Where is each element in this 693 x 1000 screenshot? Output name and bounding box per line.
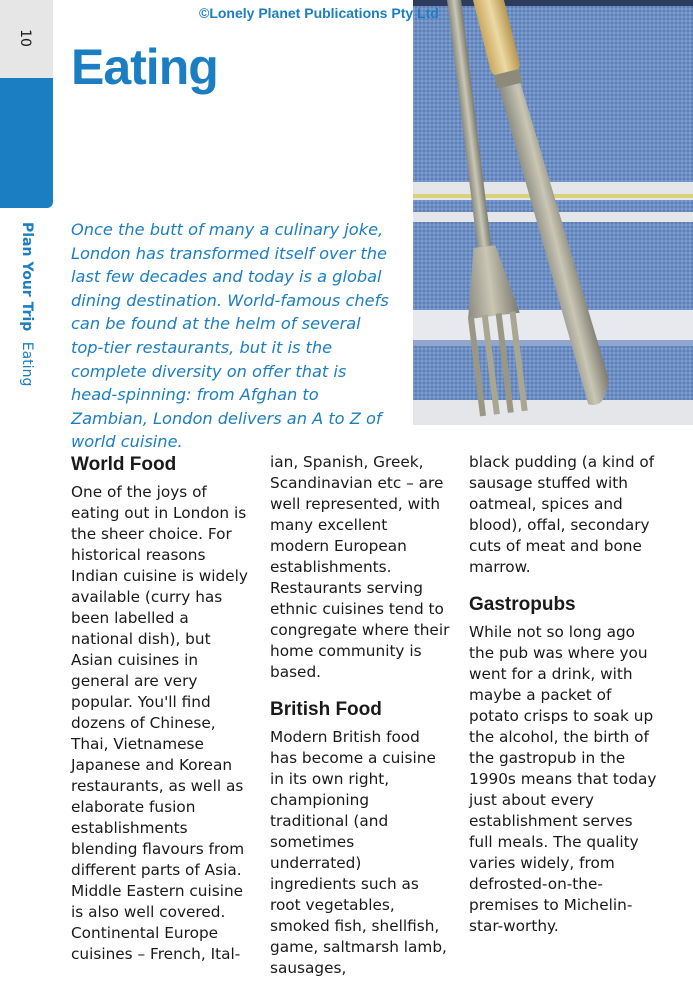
british-food-heading: British Food xyxy=(270,699,382,720)
gastropubs-heading: Gastropubs xyxy=(469,594,576,615)
page-number-tab xyxy=(0,0,53,78)
copyright-notice: ©Lonely Planet Publications Pty Ltd xyxy=(199,5,439,21)
intro-paragraph: Once the butt of many a culinary joke, London has transformed itself over the last few decades and today is a global dining destination. World-famous chefs can be found at the helm of several top-tier restaurants, but it is the complete diversity on offer that is head-spinning: from Afghan to Zambian, London delivers an A to Z of world cuisine. xyxy=(71,220,389,452)
chapter-tab xyxy=(0,78,53,208)
world-food-heading: World Food xyxy=(71,454,177,475)
column-3 xyxy=(469,452,659,937)
page-title: Eating xyxy=(71,39,218,95)
gastropubs-text: While not so long ago the pub was where you went for a drink, with maybe a packet of potato crisps to soak up the alcohol, the birth of the gastropub in the 1990s means that today just about every establishment serves full meals. The quality varies widely, from defrosted-on-the-premises to Michelin-star-worthy. xyxy=(469,623,657,935)
side-nav-section: Plan Your Trip xyxy=(19,222,35,332)
column-1 xyxy=(71,452,251,965)
side-nav-subsection: Eating xyxy=(19,341,35,387)
british-food-text-continued: black pudding (a kind of sausage stuffed with oatmeal, spices and blood), offal, secondary cuts of meat and bone marrow. xyxy=(469,453,655,576)
world-food-text-continued: ian, Spanish, Greek, Scandinavian etc – are well represented, with many excellent modern European establishments. Restaurants serving ethnic cuisines tend to congregate where their home community is based. xyxy=(270,453,450,681)
british-food-text: Modern British food has become a cuisine in its own right, championing traditional (and sometimes underrated) ingredients such as root vegetables, smoked fish, shellfish, game, saltmarsh lamb, sausages, xyxy=(270,728,447,977)
page-number: 10 xyxy=(16,29,33,47)
column-2 xyxy=(270,452,450,979)
world-food-text: One of the joys of eating out in London is the sheer choice. For historical reasons Indian cuisine is widely available (curry has been labelled a national dish), but Asian cuisines in general are very popular. You'll find dozens of Chinese, Thai, Vietnamese Japanese and Korean restaurants, as well as elaborate fusion establishments blending flavours from different parts of Asia. Middle Eastern cuisine is also well covered. Continental Europe cuisines – French, Ital- xyxy=(71,483,248,963)
cutlery-photo xyxy=(413,0,693,425)
side-nav-label xyxy=(19,222,35,386)
